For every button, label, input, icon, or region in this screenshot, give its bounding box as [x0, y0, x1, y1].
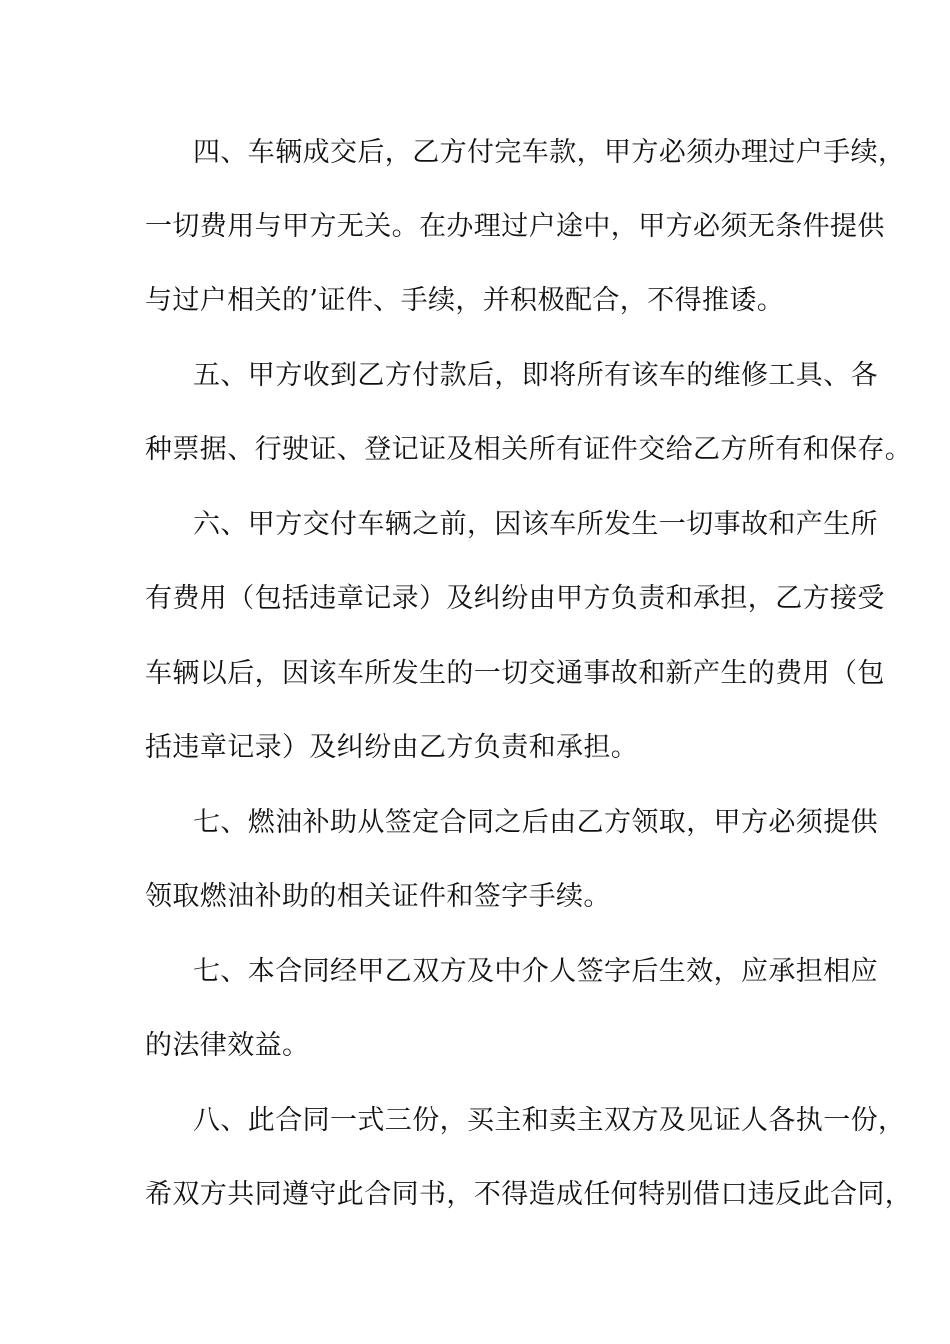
- clause-8-line-2: 希双方共同遵守此合同书，不得造成任何特别借口违反此合同，: [145, 1179, 913, 1210]
- clause-6-line-3: 车辆以后，因该车所发生的一切交通事故和新产生的费用（包: [145, 658, 885, 689]
- clause-5-line-2: 种票据、行驶证、登记证及相关所有证件交给乙方所有和保存。: [145, 434, 913, 465]
- clause-7b-line-2: 的法律效益。: [145, 1030, 310, 1061]
- clause-7b-line-1: 七、本合同经甲乙双方及中介人签字后生效，应承担相应: [193, 956, 878, 987]
- clause-4-line-3: 与过户相关的’证件、手续，并积极配合，不得推诿。: [145, 285, 785, 316]
- clause-5-line-1: 五、甲方收到乙方付款后，即将所有该车的维修工具、各: [193, 360, 878, 391]
- clause-7a-line-1: 七、燃油补助从签定合同之后由乙方领取，甲方必须提供: [193, 807, 878, 838]
- clause-6-line-1: 六、甲方交付车辆之前，因该车所发生一切事故和产生所: [193, 509, 878, 540]
- clause-4-line-1: 四、车辆成交后，乙方付完车款，甲方必须办理过户手续，: [193, 137, 906, 168]
- clause-4-line-2: 一切费用与甲方无关。在办理过户途中，甲方必须无条件提供: [145, 211, 885, 242]
- clause-6-line-4: 括违章记录）及纠纷由乙方负责和承担。: [145, 732, 639, 763]
- clause-8-line-1: 八、此合同一式三份，买主和卖主双方及见证人各执一份，: [193, 1105, 906, 1136]
- clause-7a-line-2: 领取燃油补助的相关证件和签字手续。: [145, 881, 611, 912]
- clause-6-line-2: 有费用（包括违章记录）及纠纷由甲方负责和承担，乙方接受: [145, 583, 885, 614]
